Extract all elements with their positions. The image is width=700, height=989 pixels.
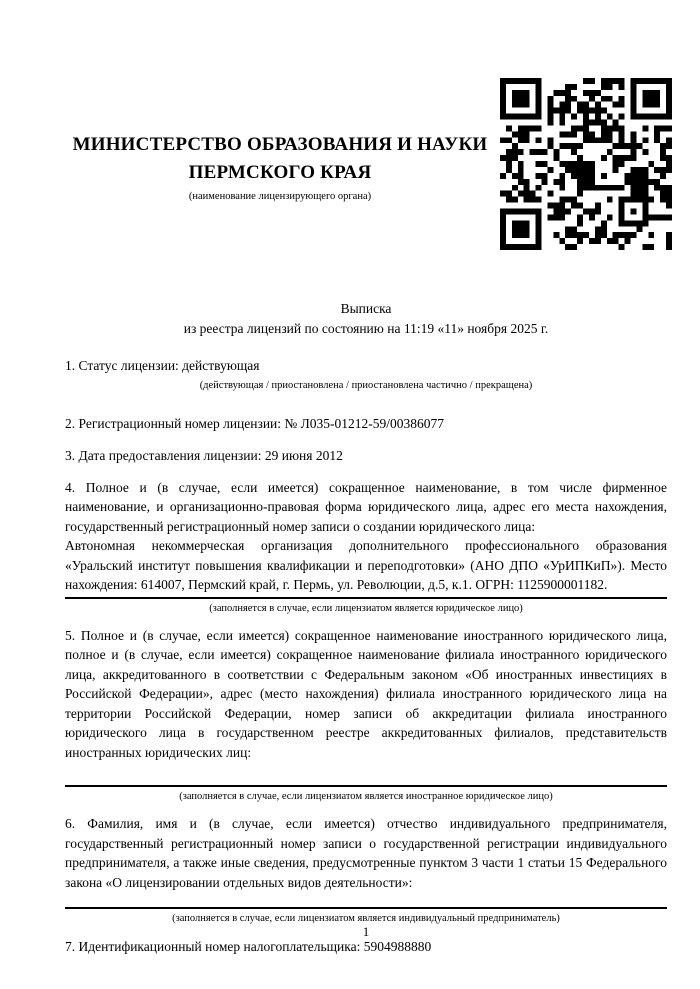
foreign-entity-label: 5. Полное и (в случае, если имеется) сокращенное наименование иностранного юридического лица, полное и (в случае, если имеется) сокращенное наименование филиала иностранного юридического лица, аккредитованного в соответствии с Федеральным законом «Об иностранных инвестициях в Российской Федерации», адрес (место нахождения) филиала иностранного юридического лица на территории Российской Федерации, номер записи об аккредитации филиала иностранного юридического лица в государственном реестре аккредитованных филиалов, представительств иностранных юридических лиц: xyxy=(65,627,667,760)
licensing-authority-header xyxy=(63,131,497,203)
ministry-name-line2: ПЕРМСКОГО КРАЯ xyxy=(188,162,372,183)
section-foreign-entity xyxy=(65,626,667,804)
registration-number-text: 2. Регистрационный номер лицензии: № Л035-01212-59/00386077 xyxy=(65,415,445,431)
foreign-entity-empty-value xyxy=(65,762,667,783)
individual-entrepreneur-caption: (заполняется в случае, если лицензиатом является индивидуальный предприниматель) xyxy=(172,913,560,924)
license-status-text: 1. Статус лицензии: действующая xyxy=(65,358,260,373)
inn-text: 7. Идентификационный номер налогоплательщика: 5904988880 xyxy=(65,939,432,954)
document-body xyxy=(65,356,667,957)
section-legal-entity xyxy=(65,478,667,615)
legal-entity-label: 4. Полное и (в случае, если имеется) сокращенное наименование, в том числе фирменное наименование, и организационно-правовая форма юридического лица, адрес его места нахождения, государственный регистрационный номер записи о создании юридического лица: xyxy=(65,479,667,534)
ministry-name-line1: МИНИСТЕРСТВО ОБРАЗОВАНИЯ И НАУКИ xyxy=(72,134,488,155)
document-title-line2: из реестра лицензий по состоянию на 11:19 «11» ноября 2025 г. xyxy=(183,321,549,336)
section-individual-entrepreneur xyxy=(65,814,667,925)
document-title xyxy=(65,299,667,339)
legal-entity-value: Автономная некоммерческая организация дополнительного профессионального образования «Уральский институт повышения квалификации и переподготовки» (АНО ДПО «УрИПКиП»). Место нахождения: 614007, Пермский край, г. Пермь, ул. Революции, д.5, к.1. ОГРН: 1125900001182. xyxy=(65,538,667,592)
qr-code-icon xyxy=(500,78,672,250)
separator-line xyxy=(65,785,667,787)
qr-code-image xyxy=(500,78,672,250)
individual-entrepreneur-label: 6. Фамилия, имя и (в случае, если имеется) отчество индивидуального предпринимателя, государственный регистрационный номер записи о государственной регистрации индивидуального предпринимателя, а также иные сведения, предусмотренные пунктом 3 части 1 статьи 15 Федерального закона «О лицензировании отдельных видов деятельности»: xyxy=(65,816,667,890)
section-grant-date xyxy=(65,446,667,466)
separator-line xyxy=(65,597,667,599)
legal-entity-caption: (заполняется в случае, если лицензиатом является юридическое лицо) xyxy=(209,602,523,614)
page-number: 1 xyxy=(362,924,370,939)
separator-line xyxy=(65,907,667,909)
document-title-line1: Выписка xyxy=(340,301,392,316)
license-status-caption: (действующая / приостановлена / приостановлена частично / прекращена) xyxy=(199,379,533,391)
individual-entrepreneur-empty-value xyxy=(65,892,667,905)
foreign-entity-caption: (заполняется в случае, если лицензиатом является иностранное юридическое лицо) xyxy=(179,791,553,802)
ministry-name-caption: (наименование лицензирующего органа) xyxy=(188,191,372,202)
section-registration-number xyxy=(65,414,667,434)
section-license-status xyxy=(65,356,667,392)
grant-date-text: 3. Дата предоставления лицензии: 29 июня 2012 xyxy=(65,448,343,463)
